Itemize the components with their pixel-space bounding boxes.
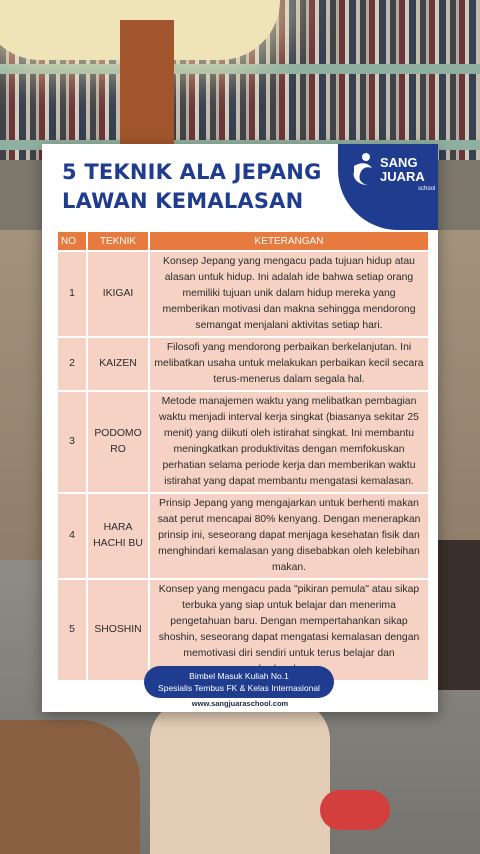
row-number: 4 xyxy=(58,494,86,578)
table-header-row xyxy=(58,232,428,250)
bag xyxy=(0,720,140,854)
leg xyxy=(150,700,330,854)
table-row xyxy=(58,580,428,680)
brand-logo xyxy=(338,144,438,230)
website-url[interactable]: www.sangjuaraschool.com xyxy=(191,699,289,708)
row-technique: KAIZEN xyxy=(88,338,148,390)
runner-icon xyxy=(350,152,376,186)
row-technique: HARA HACHI BU xyxy=(88,494,148,578)
shelf-board xyxy=(0,64,480,74)
footer-tagline xyxy=(144,666,334,698)
poster-card xyxy=(42,144,438,712)
table-row xyxy=(58,494,428,578)
header-teknik: TEKNIK xyxy=(88,232,148,250)
row-number: 1 xyxy=(58,252,86,336)
poster-title xyxy=(62,158,342,216)
row-number: 3 xyxy=(58,392,86,492)
title-line-2: LAWAN KEMALASAN xyxy=(62,189,304,213)
header-keterangan: KETERANGAN xyxy=(150,232,428,250)
row-description: Filosofi yang mendorong perbaikan berkelanjutan. Ini melibatkan usaha untuk melakukan perbaikan kecil secara terus-menerus dalam segala hal. xyxy=(150,338,428,390)
row-technique: SHOSHIN xyxy=(88,580,148,680)
row-number: 2 xyxy=(58,338,86,390)
shoe xyxy=(320,790,390,830)
lamp-pole xyxy=(120,20,174,160)
row-number: 5 xyxy=(58,580,86,680)
table-row xyxy=(58,392,428,492)
logo-text: SANG JUARA xyxy=(380,155,425,184)
row-description: Metode manajemen waktu yang melibatkan pembagian waktu menjadi interval kerja singkat (biasanya sekitar 25 menit) yang diikuti oleh istirahat singkat. Ini membantu meningkatkan produktivitas dengan memfokuskan perhatian selama periode kerja dan memberikan waktu istirahat yang dapat membantu mengatasi kemalasan. xyxy=(150,392,428,492)
row-technique: IKIGAI xyxy=(88,252,148,336)
row-description: Konsep Jepang yang mengacu pada tujuan hidup atau alasan untuk hidup. Ini adalah ide bahwa setiap orang memiliki tujuan unik dalam hidup mereka yang memberikan motivasi dan makna sehingga mendorong semangat menjalani aktivitas setiap hari. xyxy=(150,252,428,336)
logo-subtext: school xyxy=(418,186,436,192)
tagline-line-1: Bimbel Masuk Kuliah No.1 xyxy=(189,671,289,681)
title-line-1: 5 TEKNIK ALA JEPANG xyxy=(62,160,322,184)
table-row xyxy=(58,252,428,336)
row-description: Prinsip Jepang yang mengajarkan untuk berhenti makan saat perut mencapai 80% kenyang. Dengan menerapkan prinsip ini, seseorang dapat menjaga kesehatan fisik dan menghindari kemalasan yang disebabkan oleh kelebihan makan. xyxy=(150,494,428,578)
techniques-table xyxy=(56,230,430,682)
header-no: NO xyxy=(58,232,86,250)
row-description: Konsep yang mengacu pada "pikiran pemula" atau sikap terbuka yang siap untuk belajar dan menerima pengetahuan baru. Dengan mempertahankan sikap shoshin, seseorang dapat mengatasi kemalasan dengan memotivasi diri sendiri untuk terus belajar dan xyxy=(150,580,428,680)
table-row xyxy=(58,338,428,390)
tagline-line-2: Spesialis Tembus FK & Kelas Internasional xyxy=(158,683,320,693)
row-technique: PODOMO RO xyxy=(88,392,148,492)
